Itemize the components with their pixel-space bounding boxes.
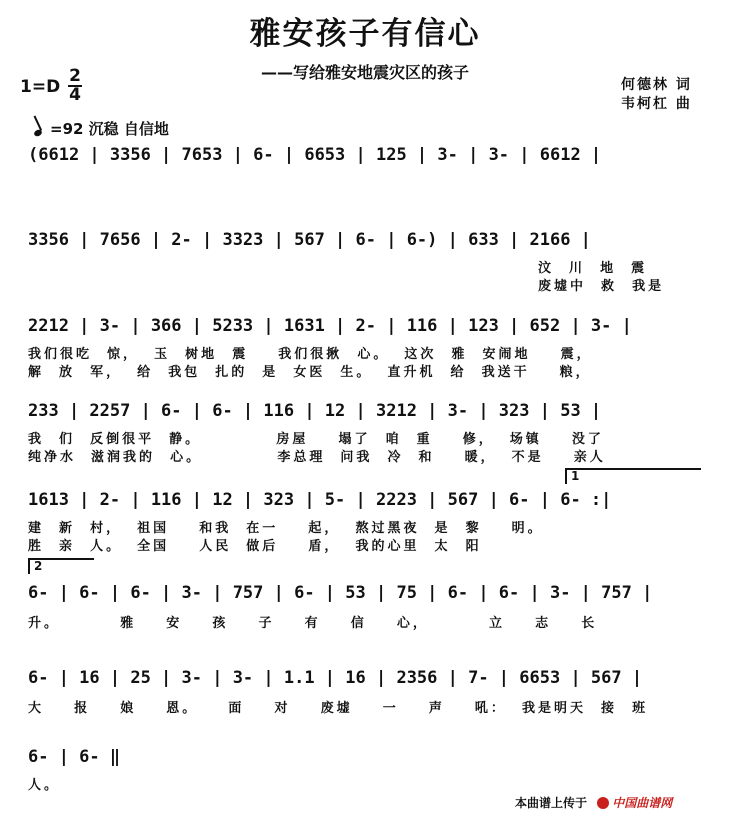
tempo-marking [34, 118, 169, 139]
time-signature [68, 68, 82, 104]
key-signature: 1=D [20, 77, 61, 97]
composer: 韦柯杠 曲 [621, 96, 692, 112]
second-ending-label: 2 [34, 559, 43, 573]
time-signature-bottom: 4 [69, 85, 81, 105]
tempo-text: =92 沉稳 自信地 [50, 120, 169, 138]
lyric-row-4-verse-2: 纯净水 滋润我的 心。 李总理 问我 冷 和 暖， 不是 亲人 [28, 450, 606, 465]
notation-row-1: (6612 | 3356 | 7653 | 6- | 6653 | 125 | 3- | 3- | 6612 | [28, 145, 602, 165]
site-logo-icon [597, 797, 609, 809]
notation-row-3: 2212 | 3- | 366 | 5233 | 1631 | 2- | 116 | 123 | 652 | 3- | [28, 316, 632, 336]
lyric-row-8-verse-1: 人。 [28, 778, 61, 793]
footer [515, 794, 672, 811]
lyric-row-5-verse-2: 胜 亲 人。 全国 人民 做后 盾， 我的心里 太 阳 [28, 539, 482, 554]
lyric-row-5-verse-1: 建 新 村， 祖国 和我 在一 起， 熬过黑夜 是 黎 明。 [28, 521, 544, 536]
first-ending-bracket [565, 468, 701, 484]
lyricist: 何德林 词 [621, 77, 692, 93]
lyric-row-2-verse-2: 废墟中 救 我是 [538, 279, 665, 294]
site-logo-text: 中国曲谱网 [612, 796, 673, 810]
time-signature-top: 2 [69, 66, 81, 86]
lyric-row-7-verse-1: 大 报 娘 恩。 面 对 废墟 一 声 吼： 我是明天 接 班 [28, 701, 649, 716]
credits [621, 76, 692, 114]
notation-row-5: 1613 | 2- | 116 | 12 | 323 | 5- | 2223 | 567 | 6- | 6- :| [28, 490, 612, 510]
site-logo[interactable] [597, 796, 672, 810]
lyric-row-6-verse-1: 升。 雅 安 孩 子 有 信 心， 立 志 长 [28, 616, 598, 631]
quarter-note-icon [33, 129, 43, 138]
notation-row-4: 233 | 2257 | 6- | 6- | 116 | 12 | 3212 | 3- | 323 | 53 | [28, 401, 602, 421]
lyric-row-3-verse-1: 我们很吃 惊， 玉 树地 震 我们很揪 心。 这次 雅 安闹地 震， [28, 347, 593, 362]
lyric-row-3-verse-2: 解 放 军， 给 我包 扎的 是 女医 生。 直升机 给 我送干 粮， [28, 365, 592, 380]
notation-row-6: 6- | 6- | 6- | 3- | 757 | 6- | 53 | 75 | 6- | 6- | 3- | 757 | [28, 583, 653, 603]
second-ending-bracket [28, 558, 94, 574]
song-title: 雅安孩子有信心 [249, 16, 481, 52]
lyric-row-4-verse-1: 我 们 反倒很平 静。 房屋 塌了 咱 重 修， 场镇 没了 [28, 432, 604, 447]
first-ending-label: 1 [571, 469, 580, 483]
footer-text: 本曲谱上传于 [515, 796, 588, 810]
notation-row-7: 6- | 16 | 25 | 3- | 3- | 1.1 | 16 | 2356 | 7- | 6653 | 567 | [28, 668, 643, 688]
lyric-row-2-verse-1: 汶 川 地 震 [538, 261, 648, 276]
notation-row-8: 6- | 6- ‖ [28, 747, 121, 767]
notation-row-2: 3356 | 7656 | 2- | 3323 | 567 | 6- | 6-) | 633 | 2166 | [28, 230, 591, 250]
song-subtitle: ——写给雅安地震灾区的孩子 [260, 63, 469, 82]
